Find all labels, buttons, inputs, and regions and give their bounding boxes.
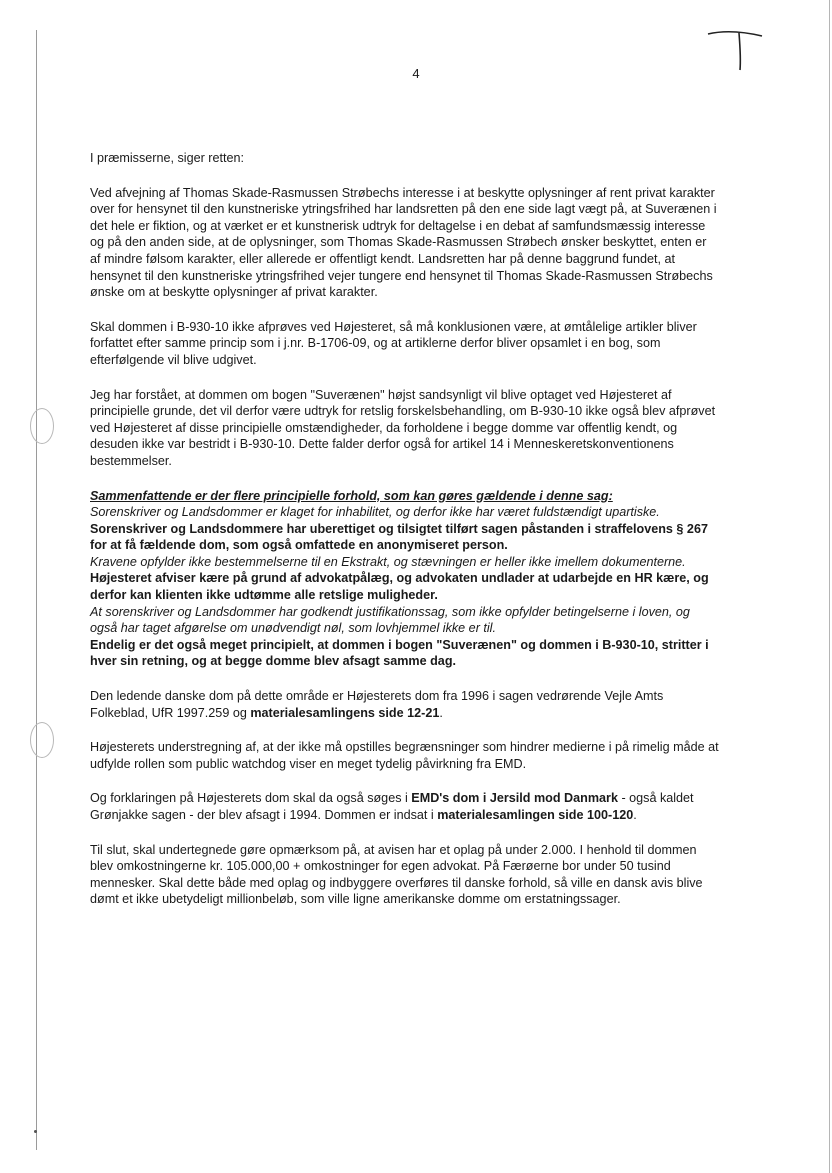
paragraph-public-watchdog: Højesterets understregning af, at der ikke må opstilles begrænsninger som hindrer medierne i på rimelig måde at udfylde rollen som public watchdog viser en meget tydelig påvirkning fra EMD. <box>90 740 719 771</box>
punch-hole-lower <box>30 722 54 758</box>
paragraph-supreme-court-consideration: Jeg har forstået, at dommen om bogen "Suverænen" højst sandsynligt vil blive optaget ved Højesteret af principielle grunde, det vil derfor være udtryk for retslig forskelsbehandling, om B-930-10 ikke også blev afprøvet ved Højesteret af disse principielle omstændigheder, da forholdene i begge domme var offentlig kendt, og desuden ikke var bestridt i B-930-10. Dette falder derfor også for artikel 14 i Menneskeretskonventionens bestemmelser. <box>90 387 716 468</box>
summary-point-2: Sorenskriver og Landsdommere har uberettiget og tilsigtet tilført sagen påstanden i straffelovens § 267 for at få fældende dom, som også omfattede en anonymiseret person. <box>90 521 708 553</box>
document-body <box>90 150 720 926</box>
summary-title: Sammenfattende er der flere principielle forhold, som kan gøres gældende i denne sag: <box>90 488 613 503</box>
paragraph-jersild-case: Og forklaringen på Højesterets dom skal da også søges i EMD's dom i Jersild mod Danmark - også kaldet Grønjakke sagen - der blev afsagt i 1994. Dommen er indsat i materialesamlingen side 100-120. <box>90 791 694 822</box>
intro-line: I præmisserne, siger retten: <box>90 151 244 165</box>
scan-left-edge <box>36 30 37 1150</box>
summary-point-5: At sorenskriver og Landsdommer har godkendt justifikationssag, som ikke opfylder betingelserne i loven, og også har taget afgørelse om unødvendigt nøl, som lovhjemmel ikke er til. <box>90 604 690 636</box>
summary-point-6: Endelig er det også meget principielt, at dommen i bogen "Suverænen" og dommen i B-930-10, stritter i hver sin retning, og at begge domme blev afsagt samme dag. <box>90 637 709 669</box>
paragraph-final-remark: Til slut, skal undertegnede gøre opmærksom på, at avisen har et oplag på under 2.000. I henhold til dommen blev omkostningerne kr. 105.000,00 + omkostninger for egen advokat. På Færøerne bor under 50 tusind mennesker. Skal dette både med oplag og indbyggere overføres til danske forhold, så ville en dansk avis blive dømt et ikke ubetydeligt millionbeløb, som ville ligne amerikanske domme om erstatningssager. <box>90 842 703 907</box>
punch-hole-upper <box>30 408 54 444</box>
scan-right-edge <box>829 0 830 1173</box>
paragraph-leading-danish-case: Den ledende danske dom på dette område er Højesterets dom fra 1996 i sagen vedrørende Vejle Amts Folkeblad, UfR 1997.259 og materialesamlingens side 12-21. <box>90 689 664 720</box>
summary-point-3: Kravene opfylder ikke bestemmelserne til en Ekstrakt, og stævningen er heller ikke imellem dokumenterne. <box>90 554 686 569</box>
page-number: 4 <box>412 66 420 81</box>
summary-point-1: Sorenskriver og Landsdommer er klaget for inhabilitet, og derfor ikke har været fuldstændigt upartiske. <box>90 505 660 520</box>
paragraph-verdict-quote: Ved afvejning af Thomas Skade-Rasmussen Strøbechs interesse i at beskytte oplysninger af rent privat karakter over for hensynet til den kunstneriske ytringsfrihed har landsretten på den ene side lagt vægt på, at Suverænen i det hele er fiktion, og at værket er et kunstnerisk udtryk for deltagelse i en debat af samfundsmæssig interesse og på den anden side, at de oplysninger, som Thomas Skade-Rasmussen Strøbech ønsker beskyttet, enten er af mindre følsom karakter, eller allerede er offentligt kendt. Landsretten har på denne baggrund fundet, at hensynet til den kunstneriske ytringsfrihed vejer tungere end hensynet til Thomas Skade-Rasmussen Strøbechs ønske om at beskytte oplysninger af privat karakter. <box>90 185 717 300</box>
summary-point-4: Højesteret afviser kære på grund af advokatpålæg, og advokaten undlader at udarbejde en HR kære, og derfor kan klienten ikke udtømme alle retslige muligheder. <box>90 571 709 603</box>
summary-section <box>90 488 720 671</box>
paragraph-b930-conclusion: Skal dommen i B-930-10 ikke afprøves ved Højesteret, så må konklusionen være, at ømtålelige artikler bliver forfattet efter samme princip som i j.nr. B-1706-09, og at artiklerne derfor bliver opsamlet i en bog, som efterfølgende vil blive udgivet. <box>90 319 697 367</box>
scan-speck <box>34 1130 37 1133</box>
